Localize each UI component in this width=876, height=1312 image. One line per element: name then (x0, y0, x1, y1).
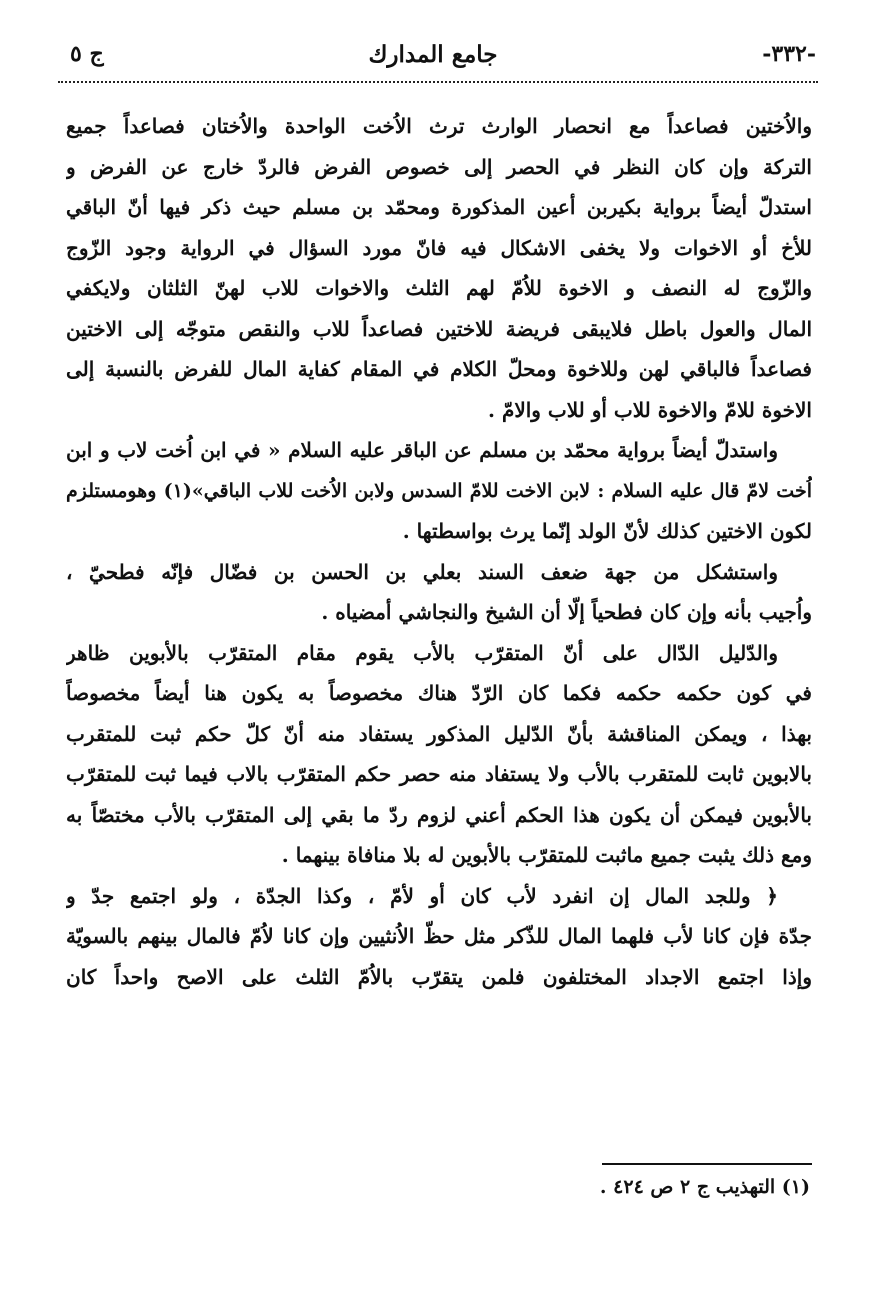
header-divider (58, 81, 818, 83)
text-line: ومع ذلك يثبت جميع ماثبت للمتقرّب بالأبوين له بلا منافاة بينهما . (281, 843, 812, 867)
body-text (66, 106, 812, 997)
text-line: في كون حكمه حكمه فكما كان الرّدّ هناك مخصوصاً به يكون هنا أيضاً مخصوصاً (66, 681, 812, 705)
text-line: للأخ أو الاخوات ولا يخفى الاشكال فيه فانّ مورد السؤال في الرواية وجود الزّوج (66, 235, 812, 260)
text-line: ﴿ وللجد المال إن انفرد لأب كان أو لأمّ ، وكذا الجدّة ، ولو اجتمع جدّ و (66, 883, 778, 908)
text-line: بهذا ، ويمكن المناقشة بأنّ الدّليل المذكور يستفاد منه أنّ كلّ حكم ثبت للمتقرب (66, 721, 812, 746)
text-line: الاخوة للامّ والاخوة للاب أو للاب والامّ . (488, 397, 812, 422)
text-line: التركة وإن كان النظر في الحصر إلى خصوص الفرض فالردّ خارج عن الفرض و (66, 154, 812, 179)
text-line: جدّة فإن كانا لأب فلهما المال للذّكر مثل حظّ الاُنثيين وإن كانا لاُمّ فالمال بينهم بالسويّة (66, 924, 812, 948)
footnote-divider (602, 1163, 812, 1165)
text-line: بالأبوين فيمكن أن يكون هذا الحكم أعني لزوم ردّ ما بقي إلى المتقرّب بالأب مختصّاً به (66, 802, 812, 827)
text-line: لكون الاختين كذلك لأنّ الولد إنّما يرث بواسطتها . (402, 519, 812, 543)
page-header (70, 34, 816, 74)
text-line: والاُختين فصاعداً مع انحصار الوارث ترث الاُخت الواحدة والاُختان فصاعداً جميع (66, 114, 812, 138)
text-line: المال والعول باطل فلايبقى فريضة للاختين فصاعداً للاب والنقص متوجّه إلى الاختين (66, 316, 812, 341)
text-line: واُجيب بأنه وإن كان فطحياً إلّا أن الشيخ والنجاشي أمضياه . (321, 600, 812, 624)
text-line: والزّوج له النصف و الاخوة للاُمّ لهم الثلث والاخوات للاب لهنّ الثلثان ولايكفي (66, 276, 812, 300)
text-line: استدلّ أيضاً برواية بكيربن أعين المذكورة ومحمّد بن مسلم حيث ذكر فيها أنّ الباقي (66, 195, 812, 219)
text-line: واستدلّ أيضاً برواية محمّد بن مسلم عن الباقر عليه السلام « في ابن اُخت لاب و ابن (66, 438, 778, 462)
text-line: واستشكل من جهة ضعف السند بعلي بن الحسن بن فضّال فإنّه فطحيّ ، (66, 559, 778, 584)
footnote: (١) التهذيب ج ٢ ص ٤٢٤ . (599, 1176, 810, 1198)
book-title: جامع المدارك (368, 40, 498, 68)
text-line: وإذا اجتمع الاجداد المختلفون فلمن يتقرّب بالاُمّ الثلث على الاصح واحداً كان (66, 964, 812, 989)
page-number: -٣٣٢- (762, 41, 816, 67)
text-line: فصاعداً فالباقي لهن وللاخوة ومحلّ الكلام في المقام كفاية المال للفرض بالنسبة إلى (66, 357, 812, 381)
text-line: والدّليل الدّال على أنّ المتقرّب بالأب يقوم مقام المتقرّب بالأبوين ظاهر (66, 640, 778, 665)
volume-label: ج ٥ (70, 41, 104, 67)
text-line: بالابوين ثابت للمتقرب بالأب ولا يستفاد منه حصر حكم المتقرّب بالاب فيما ثبت للمتقرّب (66, 762, 812, 786)
text-line: اُخت لامّ قال عليه السلام : لابن الاخت للامّ السدس ولابن الاُخت للاب الباقي»(١) وهومستلزم (66, 479, 812, 502)
